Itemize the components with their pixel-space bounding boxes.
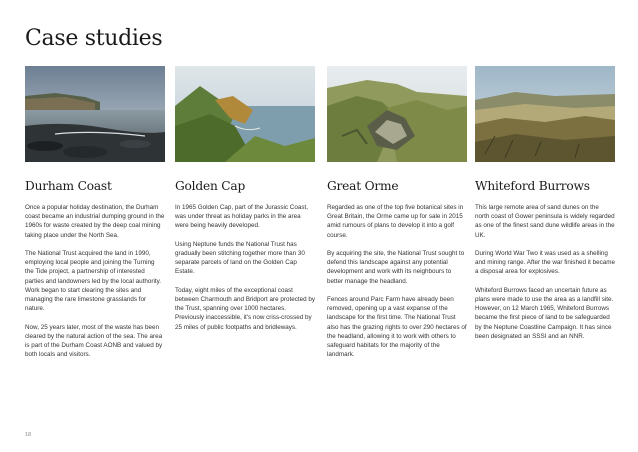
case-study-durham-coast bbox=[25, 66, 165, 369]
paragraph: The National Trust acquired the land in 1990, employing local people and joining the Turning the Tide project, a partnership of interested parties and landowners led by the local authority. Work began to start clearing the sites and managing the rare limestone grasslands for nature. bbox=[25, 250, 162, 313]
case-study-golden-cap bbox=[175, 66, 315, 341]
case-study-great-orme bbox=[327, 66, 467, 369]
case-study-body bbox=[25, 203, 165, 359]
paragraph: In 1965 Golden Cap, part of the Jurassic Coast, was under threat as holiday parks in the area were being heavily developed. bbox=[175, 204, 309, 230]
whiteford-burrows-photo bbox=[475, 66, 615, 162]
great-orme-photo bbox=[327, 66, 467, 162]
paragraph: Whiteford Burrows faced an uncertain future as plans were made to use the area as a landfill site. However, on 12 March 1965, Whiteford Burrows became the first piece of land to be safeguarded by the Neptune Coastline Campaign. It has since been designated an SSSI and an NNR. bbox=[475, 286, 614, 340]
paragraph: Now, 25 years later, most of the waste has been cleared by the natural action of the sea. The area is part of the Durham Coast AONB and valued by both locals and visitors. bbox=[25, 323, 163, 359]
case-study-body bbox=[175, 203, 315, 332]
paragraph: By acquiring the site, the National Trust sought to defend this landscape against any potential development and work with its neighbours to better manage the headland. bbox=[327, 250, 465, 285]
page-number: 18 bbox=[25, 432, 32, 438]
paragraph: Regarded as one of the top five botanical sites in Great Britain, the Orme came up for sale in 2015 amid rumours of plans to develop it into a golf course. bbox=[327, 204, 464, 239]
case-study-body bbox=[327, 203, 467, 359]
paragraph: This large remote area of sand dunes on the north coast of Gower peninsula is widely regarded as one of the finest sand dune wildlife areas in the UK. bbox=[475, 204, 615, 239]
case-studies-grid bbox=[25, 66, 620, 441]
case-study-title: Durham Coast bbox=[25, 179, 112, 193]
paragraph: Using Neptune funds the National Trust has gradually been stitching together more than 30 separate parcels of land on the Golden Cap Estate. bbox=[175, 240, 305, 276]
case-study-title: Golden Cap bbox=[175, 179, 246, 193]
paragraph: Fences around Parc Farm have already been removed, opening up a vast expanse of the landscape for the first time. The National Trust also has the grazing rights to over 290 hectares of the headland, allowing it to work with others to safeguard habitats for the majority of the landmark. bbox=[327, 296, 467, 359]
durham-coast-photo bbox=[25, 66, 165, 162]
case-study-whiteford-burrows bbox=[475, 66, 615, 350]
paragraph: During World War Two it was used as a shelling and mining range. After the war finished it became a disposal area for explosives. bbox=[475, 250, 616, 276]
page-title: Case studies bbox=[25, 26, 163, 51]
paragraph: Today, eight miles of the exceptional coast between Charmouth and Bridport are protected by the Trust, spanning over 1000 hectares. Previously inaccessible, it's now criss-crossed by 25 miles of public footpaths and bridleways. bbox=[175, 286, 316, 331]
case-study-title: Great Orme bbox=[327, 179, 399, 193]
paragraph: Once a popular holiday destination, the Durham coast became an industrial dumping ground in the 1960s for waste created by the deep coal mining taking place under the North Sea. bbox=[25, 204, 165, 239]
case-study-body bbox=[475, 203, 615, 341]
golden-cap-photo bbox=[175, 66, 315, 162]
case-study-title: Whiteford Burrows bbox=[475, 179, 590, 193]
